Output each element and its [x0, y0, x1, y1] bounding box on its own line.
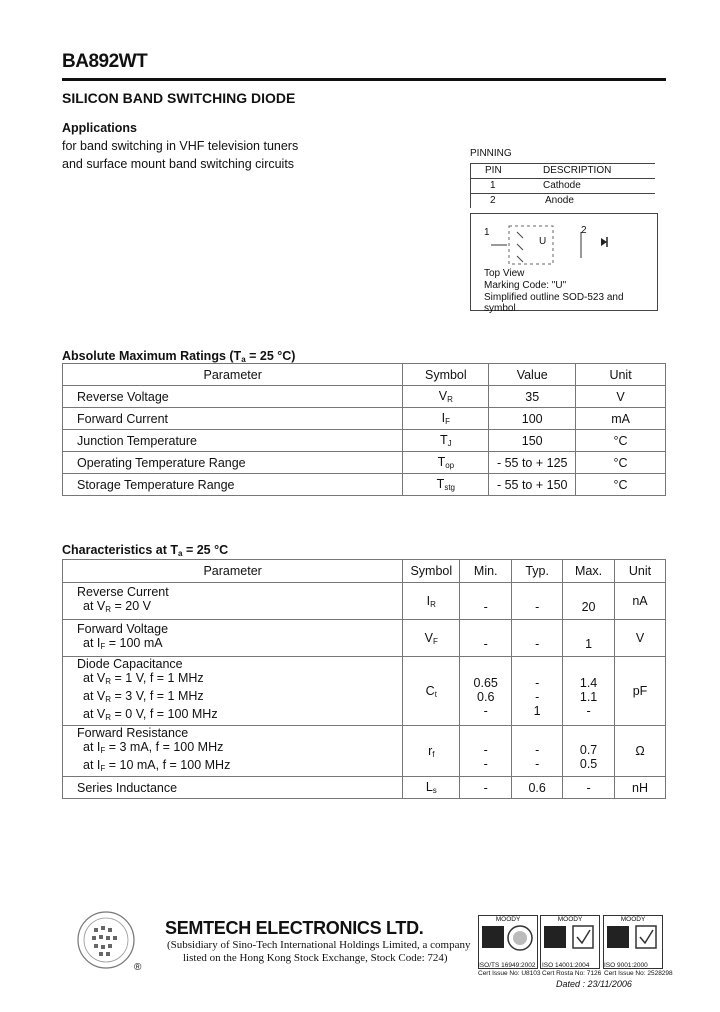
char-unit: nA	[615, 583, 666, 620]
char-param-title: Forward Resistance	[77, 726, 189, 740]
cond-part: at V	[83, 671, 106, 685]
characteristics-heading	[62, 543, 228, 558]
char-max-value: 1.4	[579, 676, 598, 690]
cond-text	[83, 707, 218, 721]
pin-1-desc: Cathode	[543, 180, 581, 191]
char-typ-value: -	[535, 676, 540, 690]
abs-max-col-value: Value	[489, 364, 576, 386]
char-symbol	[403, 620, 460, 657]
char-max-value: 0.7	[579, 743, 598, 757]
pinning-col-pin: PIN	[485, 165, 502, 176]
title-rule	[62, 78, 666, 81]
pinning-rule-mid	[470, 178, 655, 179]
symbol-sub: J	[447, 439, 452, 448]
abs-max-col-parameter: Parameter	[63, 364, 403, 386]
char-param-title: Diode Capacitance	[77, 657, 183, 671]
table-row	[63, 474, 666, 496]
symbol-main: I	[426, 593, 431, 608]
char-min-value: -	[483, 757, 488, 771]
char-unit: Ω	[615, 726, 666, 777]
application-line-2: and surface mount band switching circuits	[62, 157, 295, 171]
symbol-sub: t	[434, 689, 437, 699]
table-row	[63, 657, 666, 726]
symbol-main: C	[425, 683, 435, 698]
abs-max-unit: °C	[576, 430, 666, 452]
abs-max-param: Reverse Voltage	[63, 386, 403, 408]
pinning-rule-left	[470, 163, 471, 208]
package-diagram	[470, 213, 658, 314]
char-typ	[512, 583, 563, 620]
company-sub-2: listed on the Hong Kong Stock Exchange, Stock Code: 724)	[183, 952, 448, 964]
symbol-sub: R	[447, 395, 453, 404]
char-unit: V	[615, 620, 666, 657]
char-typ-value: 0.6	[528, 780, 546, 795]
table-row	[63, 777, 666, 799]
char-heading-tail: = 25 °C	[182, 543, 229, 557]
table-row	[63, 430, 666, 452]
char-min-value: -	[483, 600, 488, 614]
cond-part: at V	[83, 689, 106, 703]
cond-sub: R	[105, 677, 112, 686]
cond-part: at V	[83, 599, 106, 613]
char-condition	[77, 636, 402, 654]
cond-text	[83, 758, 230, 772]
char-min-value: 0.65	[473, 676, 498, 690]
char-col-unit: Unit	[615, 560, 666, 583]
symbol-sub: f	[432, 749, 435, 759]
pinning-heading: PINNING	[470, 148, 512, 159]
cond-part: = 1 V, f = 1 MHz	[111, 671, 204, 685]
char-max-value: -	[586, 780, 591, 795]
table-row	[63, 726, 666, 777]
abs-max-value: 100	[489, 408, 576, 430]
cert-3-number: Cert Issue No: 2528298	[604, 970, 673, 977]
cond-text	[83, 636, 163, 650]
cert-1-caption: ISO/TS 16949:2002	[478, 962, 536, 969]
abs-max-unit: °C	[576, 452, 666, 474]
char-min-value: -	[483, 743, 488, 757]
cert-top-label: MOODY	[557, 916, 583, 923]
char-heading-sub: a	[178, 549, 183, 558]
pinning-col-desc: DESCRIPTION	[543, 165, 612, 176]
char-min-value: -	[483, 637, 488, 651]
char-min-value: -	[483, 704, 488, 718]
table-row	[63, 408, 666, 430]
char-condition	[77, 689, 402, 707]
symbol-main: r	[428, 743, 433, 758]
char-typ-value: -	[535, 637, 540, 651]
cond-text	[83, 740, 223, 754]
symbol-sub: stg	[444, 483, 455, 492]
moody-logo-icon	[604, 923, 662, 955]
pin-1-number: 1	[490, 180, 496, 191]
cert-2-caption: ISO 14001:2004	[542, 962, 590, 969]
symbol-sub: op	[445, 461, 455, 470]
char-col-max: Max.	[563, 560, 615, 583]
char-condition	[77, 758, 402, 776]
table-row	[63, 452, 666, 474]
abs-max-unit: mA	[576, 408, 666, 430]
abs-max-param: Forward Current	[63, 408, 403, 430]
cond-sub: R	[105, 713, 112, 722]
cond-sub: F	[100, 642, 106, 651]
char-min	[460, 726, 512, 777]
registered-mark: ®	[134, 962, 142, 973]
diagram-marking-code: Marking Code: "U"	[484, 280, 567, 291]
part-number: BA892WT	[62, 51, 148, 72]
char-max	[563, 583, 615, 620]
char-unit: pF	[615, 657, 666, 726]
applications-heading: Applications	[62, 121, 138, 135]
char-max	[563, 726, 615, 777]
diagram-top-view: Top View	[484, 268, 525, 279]
table-row	[63, 620, 666, 657]
char-min	[460, 583, 512, 620]
cond-sub: F	[100, 764, 106, 773]
abs-max-unit: °C	[576, 474, 666, 496]
pin-2-desc: Anode	[545, 195, 574, 206]
diagram-marking-letter: U	[539, 236, 547, 247]
symbol-main: L	[425, 780, 433, 794]
char-unit: nH	[615, 777, 666, 799]
cond-part: = 10 mA, f = 100 MHz	[105, 758, 231, 772]
pin-2-number: 2	[490, 195, 496, 206]
abs-max-col-symbol: Symbol	[403, 364, 489, 386]
cond-sub: R	[105, 695, 112, 704]
cert-3-caption: ISO 9001:2000	[604, 962, 648, 969]
moody-logo-icon	[479, 923, 537, 955]
cond-text	[83, 671, 204, 685]
char-col-parameter: Parameter	[63, 560, 403, 583]
abs-max-param: Operating Temperature Range	[63, 452, 403, 474]
symbol-main: T	[437, 455, 446, 469]
symbol-sub: s	[432, 786, 437, 795]
abs-max-unit: V	[576, 386, 666, 408]
char-col-min: Min.	[460, 560, 512, 583]
table-row	[63, 386, 666, 408]
moody-logo-icon	[541, 923, 599, 955]
cert-2-number: Cert Rosta No: 7126	[542, 970, 602, 977]
char-param	[63, 777, 403, 799]
char-body	[63, 583, 666, 799]
char-param-title: Reverse Current	[77, 585, 169, 599]
char-param	[63, 583, 403, 620]
cond-sub: R	[105, 605, 112, 614]
abs-max-symbol	[403, 408, 489, 430]
abs-max-value: 150	[489, 430, 576, 452]
symbol-main: V	[424, 630, 434, 645]
cond-text	[83, 689, 204, 703]
cert-top-label: MOODY	[495, 916, 521, 923]
abs-max-value: - 55 to + 125	[489, 452, 576, 474]
char-param-title: Series Inductance	[77, 780, 178, 795]
characteristics-table	[62, 559, 666, 799]
pinning-rule-mid2	[470, 193, 655, 194]
char-heading-text: Characteristics at T	[62, 543, 179, 557]
char-symbol	[403, 726, 460, 777]
abs-max-value: 35	[489, 386, 576, 408]
abs-max-header-row	[63, 364, 666, 386]
char-typ-value: -	[535, 600, 540, 614]
cert-1-number: Cert Issue No: U8103	[478, 970, 541, 977]
char-max-value: 20	[581, 600, 596, 614]
abs-max-param: Junction Temperature	[63, 430, 403, 452]
char-max	[563, 620, 615, 657]
char-param	[63, 620, 403, 657]
symbol-sub: F	[445, 417, 451, 426]
char-typ-value: -	[535, 757, 540, 771]
cond-part: = 100 mA	[105, 636, 163, 650]
dated: Dated : 23/11/2006	[556, 979, 632, 989]
char-max-value: 1.1	[579, 690, 598, 704]
cert-badge-3	[603, 915, 663, 969]
diagram-pin-1-label: 1	[484, 227, 490, 238]
cond-part: at I	[83, 636, 101, 650]
char-param-title: Forward Voltage	[77, 622, 169, 636]
symbol-main: T	[436, 477, 445, 491]
char-col-typ: Typ.	[512, 560, 563, 583]
char-typ	[512, 620, 563, 657]
abs-max-symbol	[403, 430, 489, 452]
abs-max-param: Storage Temperature Range	[63, 474, 403, 496]
symbol-sub: F	[433, 636, 438, 646]
cond-part: = 20 V	[111, 599, 151, 613]
symbol-main: V	[438, 389, 448, 403]
cond-part: at I	[83, 740, 101, 754]
char-typ	[512, 726, 563, 777]
char-min-value: -	[483, 780, 488, 795]
cond-text	[83, 599, 151, 613]
char-header-row	[63, 560, 666, 583]
char-condition	[77, 740, 402, 758]
diagram-pin-2-label: 2	[581, 225, 587, 236]
cond-part: = 3 V, f = 1 MHz	[111, 689, 204, 703]
diagram-outline-caption: Simplified outline SOD-523 and symbol	[484, 292, 624, 314]
seal-drawing	[76, 910, 136, 970]
cond-sub: F	[100, 746, 106, 755]
char-min	[460, 777, 512, 799]
char-min	[460, 620, 512, 657]
char-condition	[77, 707, 402, 725]
char-max	[563, 657, 615, 726]
char-symbol	[403, 583, 460, 620]
cond-part: = 3 mA, f = 100 MHz	[105, 740, 224, 754]
char-max-value: -	[586, 704, 591, 718]
char-max	[563, 777, 615, 799]
cond-part: at I	[83, 758, 101, 772]
char-typ	[512, 657, 563, 726]
char-symbol	[403, 777, 460, 799]
cond-part: at V	[83, 707, 106, 721]
char-col-symbol: Symbol	[403, 560, 460, 583]
subtitle: SILICON BAND SWITCHING DIODE	[62, 90, 296, 106]
char-max-value: 1	[585, 637, 593, 651]
char-typ-value: 1	[533, 704, 541, 718]
abs-max-symbol	[403, 474, 489, 496]
abs-max-col-unit: Unit	[576, 364, 666, 386]
abs-max-heading	[62, 349, 295, 364]
char-max-value: 0.5	[579, 757, 598, 771]
application-line-1: for band switching in VHF television tuners	[62, 139, 299, 153]
company-name: SEMTECH ELECTRONICS LTD.	[165, 918, 424, 938]
company-sub-1: (Subsidiary of Sino-Tech International Holdings Limited, a company	[167, 939, 471, 951]
company-seal-logo	[76, 910, 136, 970]
symbol-sub: R	[430, 599, 436, 609]
cert-badge-1	[478, 915, 538, 969]
char-param	[63, 726, 403, 777]
abs-max-heading-sub: a	[241, 355, 246, 364]
symbol-main: I	[441, 411, 446, 425]
char-min-value: 0.6	[477, 690, 495, 704]
abs-max-heading-text: Absolute Maximum Ratings (T	[62, 349, 242, 363]
char-min	[460, 657, 512, 726]
char-typ-value: -	[535, 743, 540, 757]
cond-part: = 0 V, f = 100 MHz	[111, 707, 218, 721]
char-condition	[77, 671, 402, 689]
abs-max-table	[62, 363, 666, 496]
char-typ	[512, 777, 563, 799]
char-symbol	[403, 657, 460, 726]
cert-badge-2	[540, 915, 600, 969]
table-row	[63, 583, 666, 620]
char-param	[63, 657, 403, 726]
abs-max-symbol	[403, 386, 489, 408]
char-typ-value: -	[535, 690, 540, 704]
abs-max-value: - 55 to + 150	[489, 474, 576, 496]
abs-max-symbol	[403, 452, 489, 474]
pinning-rule-top	[470, 163, 655, 164]
symbol-main: T	[440, 433, 448, 447]
abs-max-heading-tail: = 25 °C)	[245, 349, 296, 363]
cert-top-label: MOODY	[620, 916, 646, 923]
char-condition	[77, 599, 402, 617]
